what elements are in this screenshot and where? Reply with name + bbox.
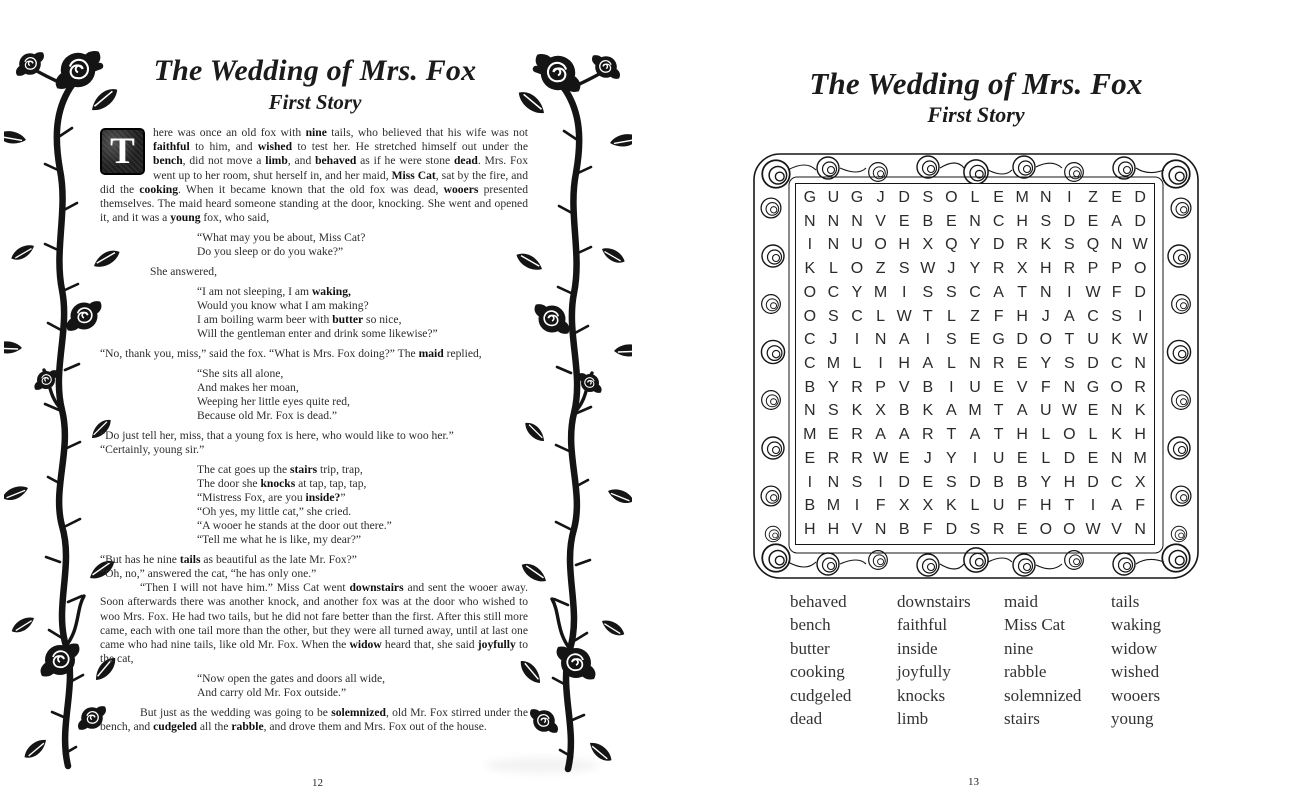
grid-letter: G [992,331,1005,349]
grid-letter: B [804,378,816,396]
grid-letter: C [827,283,840,301]
grid-letter: H [827,521,840,539]
grid-letter: H [1016,426,1028,444]
grid-letter: B [922,378,934,396]
grid-letter: V [875,212,886,230]
grid-letter: I [972,449,978,467]
grid-letter: I [878,473,883,491]
grid-letter: N [1134,521,1146,539]
grid-letter: R [827,449,840,467]
grid-letter: X [875,402,886,420]
grid-letter: A [946,402,957,420]
grid-letter: L [970,188,980,206]
grid-letter: I [878,354,883,372]
grid-letter: O [874,236,887,254]
grid-letter: N [1110,236,1123,254]
grid-letter: D [1134,212,1146,230]
grid-letter: X [922,236,934,254]
story-paragraph: “Do just tell her, miss, that a young fox is here, who would like to woo her.” [100,428,454,442]
grid-letter: M [803,426,817,444]
grid-letter: S [851,473,863,491]
grid-letter: K [804,260,816,278]
grid-letter: E [1087,212,1099,230]
grid-letter: K [1111,426,1122,444]
word-list-item: nine [1004,638,1034,658]
grid-letter: T [1064,331,1075,349]
word-list-item: tails [1111,592,1140,611]
grid-letter: C [804,354,816,372]
grid-letter: N [1134,354,1146,372]
grid-letter: R [851,378,863,396]
story-verse: “Now open the gates and doors all wide, And carry old Mr. Fox outside.” [197,672,386,700]
grid-letter: Y [851,283,863,301]
grid-letter: Z [970,307,980,325]
grid-letter: N [1040,188,1052,206]
grid-letter: D [898,188,910,206]
grid-letter: Q [945,236,958,254]
grid-letter: E [993,378,1004,396]
story-paragraph: She answered, [150,265,217,279]
right-page-title: The Wedding of Mrs. Fox [809,66,1143,101]
grid-letter: F [1040,378,1051,396]
grid-letter: S [922,188,934,206]
grid-letter: L [1088,426,1098,444]
word-list-item: limb [897,709,929,729]
grid-letter: W [1061,402,1077,420]
grid-letter: N [1110,449,1123,467]
word-list [790,590,1218,730]
grid-letter: R [1134,378,1146,396]
grid-letter: A [898,426,910,444]
grid-letter: V [851,521,863,539]
grid-letter: B [1016,473,1028,491]
grid-letter: E [1016,354,1028,372]
grid-letter: H [1016,212,1028,230]
grid-letter: N [969,212,981,230]
grid-letter: O [803,283,817,301]
grid-letter: H [1134,426,1146,444]
grid-letter: P [1111,260,1122,278]
grid-letter: L [970,497,980,515]
right-page [646,0,1292,800]
right-page-number: 13 [968,776,979,788]
grid-letter: D [898,473,910,491]
grid-letter: N [827,236,840,254]
grid-letter: M [826,497,841,515]
grid-letter: E [1087,402,1099,420]
grid-letter: E [946,212,957,230]
word-list-item: Miss Cat [1004,615,1065,635]
grid-letter: M [826,354,841,372]
grid-letter: C [1110,473,1123,491]
grid-letter: V [1111,521,1122,539]
grid-letter: O [1063,426,1076,444]
grid-letter: O [850,260,864,278]
grid-letter: N [804,402,816,420]
grid-letter: B [922,212,934,230]
grid-letter: L [876,307,886,325]
grid-letter: R [922,426,934,444]
grid-letter: M [873,283,888,301]
grid-letter: H [898,354,910,372]
grid-letter: R [851,449,863,467]
grid-letter: S [1040,212,1052,230]
grid-letter: R [992,521,1005,539]
right-page-subtitle: First Story [927,102,1025,127]
grid-letter: E [804,449,816,467]
grid-letter: G [803,188,817,206]
story-verse: “I am not sleeping, I am waking, Would you know what I am making? I am boiling warm beer with butter so nice, Will the gentleman enter and drink some likewise?” [197,285,438,341]
grid-letter: E [1016,449,1028,467]
grid-letter: L [1041,449,1051,467]
word-list-column [897,590,1004,730]
grid-letter: T [993,426,1004,444]
grid-letter: D [1063,212,1076,230]
grid-letter: M [968,402,982,420]
word-list-item: stairs [1004,709,1040,729]
grid-letter: H [804,521,816,539]
grid-letter: V [898,378,910,396]
left-page-number: 12 [312,777,323,789]
grid-letter: G [850,188,864,206]
grid-letter: S [969,521,981,539]
grid-letter: T [922,307,933,325]
grid-letter: W [873,449,889,467]
grid-letter: J [947,260,956,278]
word-list-item: wished [1111,662,1160,682]
grid-letter: H [1063,473,1076,491]
grid-letter: J [829,331,838,349]
story-paragraph: “Then I will not have him.” Miss Cat went downstairs and sent the wooer away. Soon afterwards there was another knock, and another fox was at the door who wished to woo Mrs. Fox. He had two tails, but he did not fare better than the first. After this still more came, each with one tail more than the other, but they were all turned away, until at last one came who had nine tails, like old Mr. Fox. When the widow heard that, she said joyfully to the cat, [100,581,529,666]
grid-letter: Y [1040,473,1052,491]
grid-letter: Y [1040,354,1052,372]
grid-letter: D [1087,354,1099,372]
grid-letter: B [898,402,910,420]
grid-letter: B [993,473,1004,491]
grid-letter: U [1087,331,1099,349]
grid-letter: A [922,354,934,372]
word-list-item: dead [790,709,823,729]
grid-letter: O [1039,521,1053,539]
grid-letter: G [1086,378,1100,396]
story-paragraph: “Certainly, young sir.” [100,443,205,457]
grid-letter: I [901,283,907,301]
grid-letter: D [1016,331,1028,349]
grid-letter: X [898,497,910,515]
grid-letter: I [949,378,954,396]
grid-letter: O [803,307,817,325]
grid-letter: L [946,354,956,372]
grid-letter: N [827,473,840,491]
grid-letter: E [993,188,1004,206]
grid-letter: K [1134,402,1146,420]
grid-letter: F [993,307,1004,325]
grid-letter: R [1016,236,1028,254]
grid-letter: R [851,426,863,444]
grid-letter: X [922,497,934,515]
grid-letter: C [969,283,981,301]
word-list-column [1111,590,1218,730]
grid-letter: L [852,354,862,372]
word-list-item: waking [1111,615,1162,635]
grid-letter: I [1090,497,1096,515]
grid-letter: H [1040,497,1052,515]
word-list-item: butter [790,638,830,658]
grid-letter: K [946,497,957,515]
grid-letter: W [1132,331,1148,349]
grid-letter: J [923,449,932,467]
grid-letter: F [875,497,886,515]
grid-letter: D [969,473,981,491]
grid-letter: H [898,236,910,254]
grid-letter: T [1017,283,1028,301]
grid-letter: I [1137,307,1143,325]
grid-letter: E [898,449,910,467]
grid-letter: D [1134,283,1146,301]
grid-letter: A [969,426,981,444]
grid-letter: N [1063,378,1076,396]
grid-letter: I [854,331,860,349]
grid-letter: U [851,236,863,254]
grid-letter: F [1017,497,1028,515]
grid-letter: B [804,497,816,515]
grid-letter: D [992,236,1005,254]
grid-letter: W [920,260,936,278]
grid-letter: E [922,473,934,491]
left-page-title: The Wedding of Mrs. Fox [153,54,477,87]
grid-letter: D [1134,188,1146,206]
grid-letter: N [1110,402,1123,420]
grid-letter: M [1015,188,1029,206]
grid-letter: K [851,402,863,420]
grid-letter: E [1111,188,1122,206]
word-list-item: maid [1004,592,1038,611]
grid-letter: R [1063,260,1076,278]
grid-letter: A [1111,497,1122,515]
grid-letter: E [969,331,981,349]
grid-letter: P [875,378,886,396]
story-verse: “She sits all alone, And makes her moan, Weeping her little eyes quite red, Because old Mr. Fox is dead.” [197,367,350,422]
grid-letter: O [1110,378,1123,396]
grid-letter: T [946,426,957,444]
word-list-item: joyfully [897,662,951,682]
grid-letter: Y [969,236,981,254]
grid-letter: E [1087,449,1099,467]
word-list-item: faithful [897,615,948,635]
grid-letter: A [875,426,886,444]
grid-letter: Y [828,378,839,396]
grid-letter: C [851,307,863,325]
grid-letter: N [874,521,887,539]
grid-letter: O [1133,260,1147,278]
grid-letter: F [1135,497,1146,515]
grid-letter: I [807,473,813,491]
word-list-item: downstairs [897,592,971,611]
grid-letter: N [874,331,887,349]
grid-letter: N [1040,283,1052,301]
grid-letter: C [992,212,1005,230]
grid-letter: U [969,378,981,396]
grid-letter: C [1087,307,1099,325]
grid-letter: H [1040,260,1052,278]
word-list-item: wooers [1111,685,1161,705]
grid-letter: S [1111,307,1122,325]
grid-letter: S [898,260,910,278]
grid-letter: L [946,307,956,325]
grid-letter: N [827,212,840,230]
grid-letter: W [1085,283,1101,301]
grid-letter: L [1041,426,1051,444]
story-text [100,126,528,735]
story-paragraph: T here was once an old fox with nine tails, who believed that his wife was not faithful to him, and wished to test her. He stretched himself out under the bench, did not move a limb, and behaved as if he were stone dead. Mrs. Fox went up to her room, shut herself in, and her maid, Miss Cat, sat by the fire, and did the cooking. When it became known that the old fox was dead, wooers presented themselves. The maid heard someone standing at the door, knocking. She went and opened it, and it was a young fox, who said, [100,126,528,225]
grid-letter: J [1041,307,1050,325]
grid-letter: F [1111,283,1122,301]
grid-letter: J [876,188,885,206]
grid-letter: S [1064,354,1075,372]
grid-letter: D [945,521,958,539]
grid-letter: I [1067,283,1072,301]
grid-letter: Y [946,449,957,467]
grid-letter: R [992,260,1005,278]
grid-letter: Q [1086,236,1100,254]
word-list-item: young [1111,709,1154,729]
grid-letter: W [1085,521,1101,539]
grid-letter: T [1064,497,1075,515]
grid-letter: Z [875,260,886,278]
grid-letter: B [898,521,910,539]
story-paragraph: But just as the wedding was going to be solemnized, old Mr. Fox stirred under the bench, and cudgeled all the rabble, and drove them and Mrs. Fox out of the house. [100,706,528,734]
story-verse: “What may you be about, Miss Cat? Do you sleep or do you wake?” [197,231,366,259]
grid-letter: N [804,212,816,230]
grid-letter: K [1111,331,1122,349]
word-list-item: widow [1111,638,1158,658]
word-search-grid [795,183,1155,545]
story-paragraph: “But has he nine tails as beautiful as the late Mr. Fox?” [100,552,357,566]
grid-letter: N [969,354,981,372]
grid-letter: T [993,402,1004,420]
grid-letter: A [898,331,910,349]
grid-letter: K [922,402,934,420]
grid-letter: U [992,449,1005,467]
drop-cap: T [100,128,145,175]
grid-letter: L [828,260,838,278]
grid-letter: A [1064,307,1075,325]
grid-letter: S [946,283,957,301]
grid-letter: A [993,283,1004,301]
grid-letter: A [1111,212,1122,230]
grid-letter: E [828,426,839,444]
grid-letter: I [807,236,813,254]
grid-letter: N [851,212,863,230]
grid-letter: O [945,188,958,206]
story-paragraph: “Oh, no,” answered the cat, “he has only one.” [100,566,317,580]
grid-letter: U [827,188,840,206]
left-page-subtitle: First Story [268,90,362,114]
grid-letter: C [1110,354,1123,372]
grid-letter: E [1016,521,1028,539]
grid-letter: A [1016,402,1028,420]
word-list-column [790,590,897,730]
grid-letter: I [925,331,931,349]
story-paragraph: “No, thank you, miss,” said the fox. “What is Mrs. Fox doing?” The maid replied, [100,347,482,361]
grid-letter: K [1040,236,1052,254]
grid-letter: X [1134,473,1146,491]
grid-letter: S [828,402,839,420]
grid-letter: D [1063,449,1076,467]
grid-letter: C [804,331,816,349]
grid-letter: U [992,497,1005,515]
grid-letter: O [1039,331,1053,349]
word-list-item: behaved [790,592,847,611]
grid-letter: S [1064,236,1075,254]
grid-letter: M [1133,449,1147,467]
grid-letter: P [1087,260,1099,278]
grid-letter: S [946,331,957,349]
grid-letter: E [898,212,910,230]
grid-letter: V [1016,378,1028,396]
grid-letter: D [1087,473,1099,491]
word-list-column [1004,590,1111,730]
grid-letter: X [1016,260,1028,278]
grid-letter: S [828,307,839,325]
grid-letter: I [1067,188,1072,206]
word-list-item: rabble [1004,662,1047,682]
grid-letter: W [1132,236,1148,254]
word-list-item: cudgeled [790,685,852,705]
grid-letter: O [1063,521,1076,539]
grid-letter: F [922,521,933,539]
word-list-item: solemnized [1004,685,1082,705]
page-gutter-shadow [486,758,598,773]
word-list-item: knocks [897,685,946,705]
word-list-item: cooking [790,662,845,682]
grid-letter: Z [1088,188,1098,206]
grid-letter: Y [969,260,981,278]
word-list-item: inside [897,638,938,658]
grid-letter: R [992,354,1005,372]
word-list-item: bench [790,615,831,635]
grid-letter: I [854,497,860,515]
grid-letter: S [946,473,957,491]
grid-letter: U [1040,402,1052,420]
grid-letter: S [922,283,934,301]
grid-letter: W [896,307,912,325]
grid-letter: H [1016,307,1028,325]
story-verse: The cat goes up the stairs trip, trap, The door she knocks at tap, tap, tap, “Mistress Fox, are you inside?” “Oh yes, my little cat,” she cried. “A wooer he stands at the door out there.” “Tell me what he is like, my dear?” [197,463,392,546]
